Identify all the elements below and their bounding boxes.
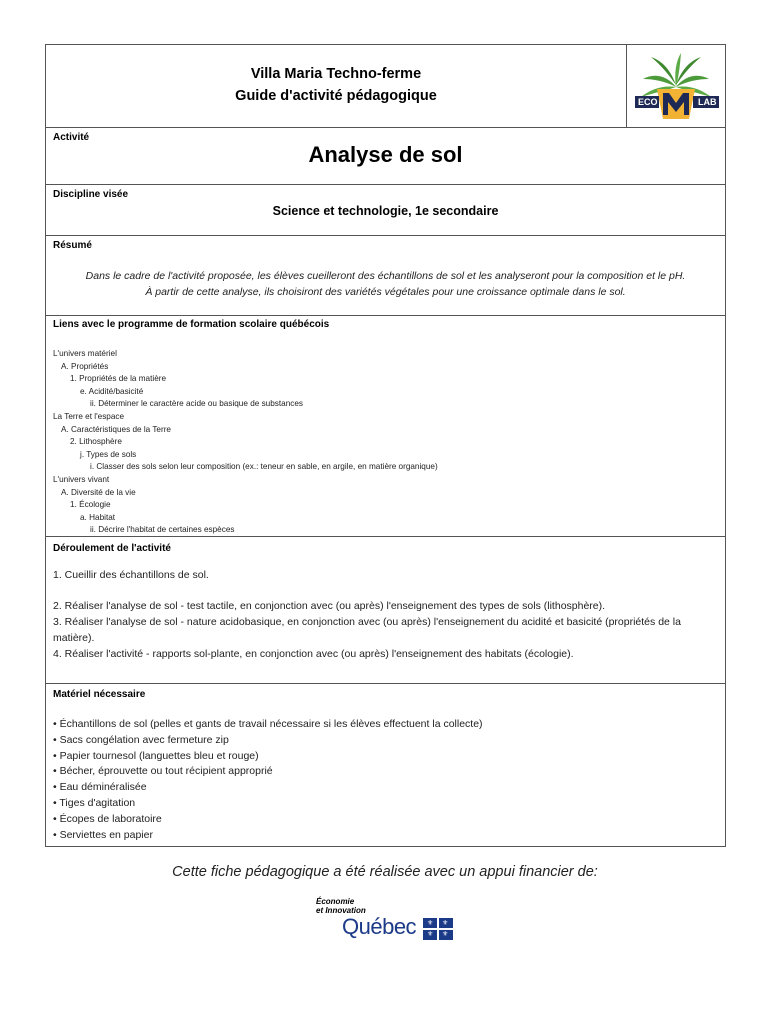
materials-item: • Serviettes en papier: [53, 828, 153, 841]
header-line-1: Villa Maria Techno-ferme: [250, 66, 422, 82]
activity-sheet: [45, 44, 726, 847]
materials-item: • Sacs congélation avec fermeture zip: [53, 733, 229, 746]
tree-item: a. Habitat: [80, 512, 116, 522]
materials-item: • Bécher, éprouvette ou tout récipient approprié: [53, 765, 273, 778]
tree-item: 1. Écologie: [70, 500, 111, 510]
ecolab-logo-graphic: [627, 45, 726, 127]
materials-item: • Échantillons de sol (pelles et gants de travail nécessaire si les élèves effectuent la collecte): [53, 718, 483, 730]
materials-item: • Tiges d'agitation: [53, 796, 136, 809]
procedure-label: Déroulement de l'activité: [53, 543, 171, 554]
discipline-value: Science et technologie, 1e secondaire: [272, 204, 499, 218]
resume-label: Résumé: [53, 240, 92, 251]
materials-item: • Eau déminéralisée: [53, 781, 147, 794]
materials-label: Matériel nécessaire: [53, 689, 146, 700]
tree-item: L'univers vivant: [53, 474, 110, 484]
ecolab-logo: [626, 45, 725, 127]
sponsor-line-1: Économie: [316, 897, 355, 906]
sponsor-line-2: et Innovation: [316, 906, 366, 915]
tree-item: A. Caractéristiques de la Terre: [61, 424, 171, 434]
activity-section: [46, 127, 725, 184]
resume-line-1: Dans le cadre de l'activité proposée, les élèves cueilleront des échantillons de sol et les analyseront pour la composition et le pH.: [85, 270, 686, 282]
tree-item: A. Diversité de la vie: [61, 487, 136, 497]
procedure-step: 2. Réaliser l'analyse de sol - test tactile, en conjonction avec (ou après) l'enseignement des types de sols (lithosphère).: [53, 600, 606, 612]
tree-item: ii. Déterminer le caractère acide ou basique de substances: [90, 399, 303, 409]
materials-item: • Écopes de laboratoire: [53, 812, 162, 825]
funding-note: Cette fiche pédagogique a été réalisée avec un appui financier de:: [172, 864, 598, 880]
sponsor-brand: Québec: [342, 914, 417, 939]
program-links-section: [46, 315, 725, 536]
tree-item: j. Types de sols: [80, 449, 137, 459]
resume-line-2: À partir de cette analyse, ils choisiront des variétés végétales pour une croissance optimale dans le sol.: [145, 286, 626, 298]
logo-lab-text: LAB: [698, 97, 717, 107]
procedure-step: 1. Cueillir des échantillons de sol.: [53, 569, 209, 581]
procedure-step: 4. Réaliser l'activité - rapports sol-plante, en conjonction avec (ou après) l'enseignement des habitats (écologie).: [53, 648, 574, 660]
tree-item: A. Propriétés: [61, 361, 109, 371]
tree-item: ii. Décrire l'habitat de certaines espèces: [90, 525, 235, 535]
tree-item: 2. Lithosphère: [70, 437, 122, 447]
tree-item: 1. Propriétés de la matière: [70, 374, 167, 384]
header-line-2: Guide d'activité pédagogique: [235, 88, 437, 104]
materials-section: [46, 683, 725, 846]
quebec-flag-icon: ⚜ ⚜ ⚜ ⚜: [423, 918, 453, 940]
quebec-logo: [316, 897, 466, 945]
logo-eco-text: ECO: [638, 97, 658, 107]
resume-section: [46, 235, 725, 315]
discipline-section: [46, 184, 725, 235]
procedure-section: [46, 536, 725, 683]
program-links-label: Liens avec le programme de formation scolaire québécois: [53, 319, 330, 330]
tree-item: L'univers matériel: [53, 349, 117, 358]
materials-item: • Papier tournesol (languettes bleu et rouge): [53, 749, 259, 762]
activity-title: Analyse de sol: [308, 142, 463, 167]
tree-item: La Terre et l'espace: [53, 411, 125, 421]
procedure-step: 3. Réaliser l'analyse de sol - nature acidobasique, en conjonction avec (ou après) l'enseignement du acidité et basicité (propriétés de la matière).: [53, 616, 681, 644]
program-links-tree: [53, 348, 438, 537]
procedure-steps: [53, 567, 715, 662]
materials-list: [53, 717, 483, 843]
tree-item: e. Acidité/basicité: [80, 386, 144, 396]
header-title: [46, 45, 626, 127]
discipline-label: Discipline visée: [53, 189, 129, 200]
tree-item: i. Classer des sols selon leur composition (ex.: teneur en sable, en argile, en matière organique): [90, 462, 438, 472]
sheet-header: [46, 45, 725, 127]
resume-text: [46, 268, 725, 300]
activity-label: Activité: [53, 132, 90, 143]
